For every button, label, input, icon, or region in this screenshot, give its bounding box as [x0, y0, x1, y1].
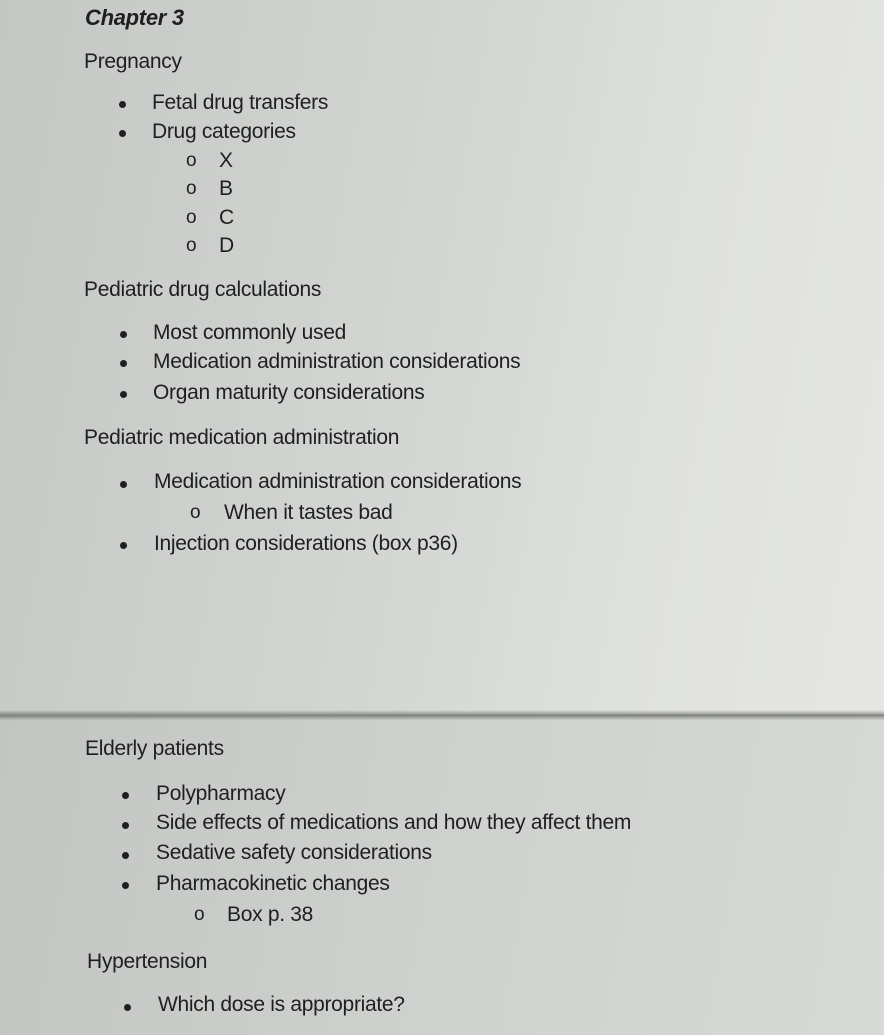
- list-item: Pharmacokinetic changes: [156, 872, 390, 895]
- sub-list-item: When it tastes bad: [224, 501, 393, 524]
- sub-list-item: Box p. 38: [227, 903, 314, 926]
- bullet-icon: [122, 822, 129, 829]
- list-item: Drug categories: [152, 120, 296, 143]
- sub-bullet-icon: o: [194, 904, 205, 925]
- bullet-icon: [120, 481, 127, 488]
- bullet-icon: [120, 331, 127, 338]
- sub-bullet-icon: o: [186, 150, 197, 171]
- sub-list-item: C: [219, 206, 234, 229]
- sub-list-item: X: [219, 149, 233, 172]
- list-item: Medication administration considerations: [154, 470, 522, 493]
- section-heading-hypertension: Hypertension: [87, 950, 208, 973]
- sub-list-item: D: [219, 234, 234, 257]
- list-item: Side effects of medications and how they affect them: [156, 811, 632, 834]
- paper-edge-shadow: [0, 710, 884, 720]
- chapter-title: Chapter 3: [85, 5, 184, 30]
- list-item: Most commonly used: [153, 321, 347, 344]
- bullet-icon: [119, 130, 126, 137]
- sub-bullet-icon: o: [186, 235, 197, 256]
- bullet-icon: [120, 360, 127, 367]
- section-heading-pediatric-calculations: Pediatric drug calculations: [84, 278, 322, 301]
- bullet-icon: [122, 882, 129, 889]
- list-item: Injection considerations (box p36): [154, 532, 458, 555]
- sub-bullet-icon: o: [186, 178, 197, 199]
- list-item: Which dose is appropriate?: [158, 993, 405, 1016]
- bullet-icon: [120, 391, 127, 398]
- bullet-icon: [122, 852, 129, 859]
- bullet-icon: [124, 1004, 131, 1011]
- section-heading-pediatric-administration: Pediatric medication administration: [84, 426, 400, 449]
- list-item: Medication administration considerations: [153, 350, 521, 373]
- bullet-icon: [120, 542, 127, 549]
- section-heading-elderly: Elderly patients: [85, 737, 224, 760]
- list-item: Polypharmacy: [156, 782, 286, 805]
- sub-bullet-icon: o: [190, 502, 201, 523]
- bullet-icon: [119, 101, 126, 108]
- list-item: Organ maturity considerations: [153, 381, 425, 404]
- bullet-icon: [122, 792, 129, 799]
- section-heading-pregnancy: Pregnancy: [84, 50, 182, 73]
- list-item: Fetal drug transfers: [152, 91, 329, 114]
- list-item: Sedative safety considerations: [156, 841, 432, 864]
- sub-bullet-icon: o: [186, 207, 197, 228]
- paper-sheet-bottom: [0, 716, 884, 1035]
- sub-list-item: B: [219, 177, 233, 200]
